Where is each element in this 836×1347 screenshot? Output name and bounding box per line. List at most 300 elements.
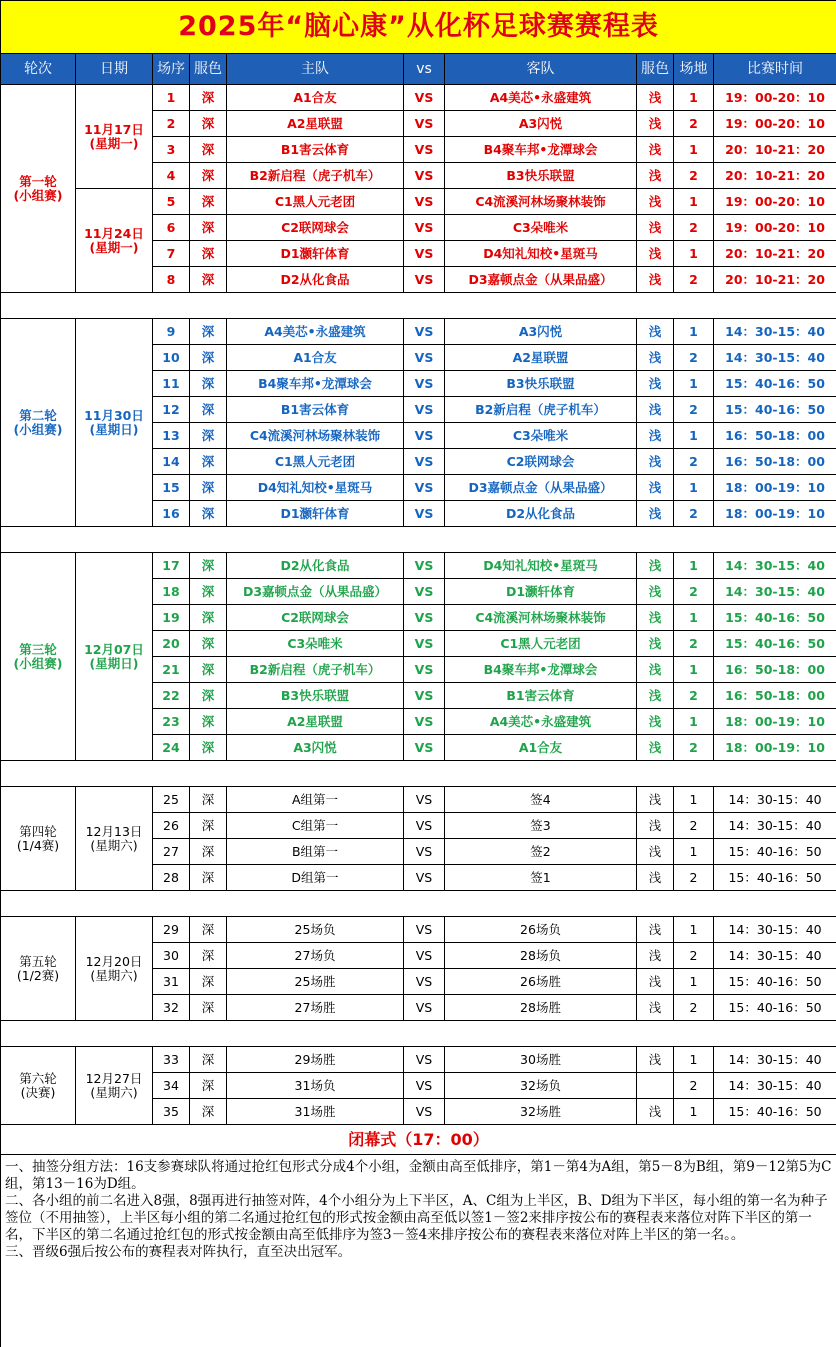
home-team: 25场负 [227, 917, 404, 943]
away-kit: 浅 [637, 943, 674, 969]
home-team: A3闪悦 [227, 735, 404, 761]
match-time: 15：40-16：50 [714, 969, 836, 995]
home-kit: 深 [190, 163, 227, 189]
match-number: 25 [153, 787, 190, 813]
away-kit: 浅 [637, 163, 674, 189]
away-team: 签1 [445, 865, 637, 891]
round-label-cell [1, 553, 76, 761]
home-team: B1害云体育 [227, 137, 404, 163]
round-stage: (小组赛) [1, 657, 75, 671]
away-kit: 浅 [637, 605, 674, 631]
match-number: 22 [153, 683, 190, 709]
round-separator [1, 891, 836, 917]
home-team: 31场负 [227, 1073, 404, 1099]
away-team: B4聚车邦•龙潭球会 [445, 137, 637, 163]
round-stage: (小组赛) [1, 423, 75, 437]
match-number: 21 [153, 657, 190, 683]
home-team: B1害云体育 [227, 397, 404, 423]
away-kit: 浅 [637, 683, 674, 709]
away-team: 28场负 [445, 943, 637, 969]
round-name: 第二轮 [1, 409, 75, 423]
away-team: 签4 [445, 787, 637, 813]
match-number: 5 [153, 189, 190, 215]
field-number: 1 [674, 137, 714, 163]
home-kit: 深 [190, 683, 227, 709]
away-kit: 浅 [637, 1099, 674, 1125]
field-number: 1 [674, 241, 714, 267]
match-row [1, 917, 836, 943]
field-number: 1 [674, 1047, 714, 1073]
home-team: 27场负 [227, 943, 404, 969]
round-label-cell [1, 787, 76, 891]
match-time: 15：40-16：50 [714, 371, 836, 397]
vs-label: VS [404, 111, 445, 137]
match-time: 14：30-15：40 [714, 579, 836, 605]
round-name: 第一轮 [1, 175, 75, 189]
field-number: 1 [674, 709, 714, 735]
away-team: C2联网球会 [445, 449, 637, 475]
home-team: D2从化食品 [227, 553, 404, 579]
home-kit: 深 [190, 969, 227, 995]
match-number: 28 [153, 865, 190, 891]
field-number: 1 [674, 371, 714, 397]
home-team: C2联网球会 [227, 605, 404, 631]
field-number: 2 [674, 943, 714, 969]
match-number: 34 [153, 1073, 190, 1099]
away-team: A1合友 [445, 735, 637, 761]
home-team: D4知礼知校•星斑马 [227, 475, 404, 501]
rule-note: 三、晋级6强后按公布的赛程表对阵执行，直至决出冠军。 [5, 1244, 832, 1261]
match-time: 19：00-20：10 [714, 189, 836, 215]
home-kit: 深 [190, 787, 227, 813]
home-team: A2星联盟 [227, 709, 404, 735]
home-team: A2星联盟 [227, 111, 404, 137]
away-kit: 浅 [637, 865, 674, 891]
away-team: C1黑人元老团 [445, 631, 637, 657]
match-number: 35 [153, 1099, 190, 1125]
home-team: A4美芯•永盛建筑 [227, 319, 404, 345]
away-kit: 浅 [637, 917, 674, 943]
away-kit: 浅 [637, 241, 674, 267]
match-row [1, 85, 836, 111]
match-time: 18：00-19：10 [714, 475, 836, 501]
match-time: 20：10-21：20 [714, 241, 836, 267]
match-time: 19：00-20：10 [714, 111, 836, 137]
away-team: C4流溪河林场聚林装饰 [445, 189, 637, 215]
away-kit: 浅 [637, 423, 674, 449]
separator-cell [1, 527, 836, 553]
match-date: 12月27日 [76, 1072, 152, 1086]
vs-label: VS [404, 85, 445, 111]
date-cell [76, 85, 153, 189]
home-kit: 深 [190, 137, 227, 163]
home-team: D1灏轩体育 [227, 241, 404, 267]
field-number: 1 [674, 917, 714, 943]
field-number: 2 [674, 267, 714, 293]
away-kit: 浅 [637, 501, 674, 527]
match-time: 20：10-21：20 [714, 137, 836, 163]
vs-label: VS [404, 215, 445, 241]
away-team: B4聚车邦•龙潭球会 [445, 657, 637, 683]
match-number: 10 [153, 345, 190, 371]
match-number: 1 [153, 85, 190, 111]
vs-label: VS [404, 683, 445, 709]
away-team: B3快乐联盟 [445, 163, 637, 189]
home-kit: 深 [190, 943, 227, 969]
away-kit: 浅 [637, 111, 674, 137]
match-weekday: (星期六) [76, 839, 152, 853]
vs-label: VS [404, 1047, 445, 1073]
vs-label: VS [404, 995, 445, 1021]
vs-label: VS [404, 1099, 445, 1125]
round-label-cell [1, 85, 76, 293]
home-kit: 深 [190, 111, 227, 137]
match-number: 31 [153, 969, 190, 995]
match-time: 19：00-20：10 [714, 85, 836, 111]
separator-cell [1, 891, 836, 917]
vs-label: VS [404, 709, 445, 735]
away-team: B2新启程（虎子机车） [445, 397, 637, 423]
header-row [1, 54, 836, 85]
match-number: 20 [153, 631, 190, 657]
match-number: 13 [153, 423, 190, 449]
field-number: 1 [674, 657, 714, 683]
away-kit: 浅 [637, 969, 674, 995]
field-number: 1 [674, 85, 714, 111]
separator-cell [1, 1021, 836, 1047]
vs-label: VS [404, 813, 445, 839]
away-kit: 浅 [637, 735, 674, 761]
match-number: 32 [153, 995, 190, 1021]
match-date: 11月17日 [76, 123, 152, 137]
away-kit [637, 1073, 674, 1099]
match-time: 15：40-16：50 [714, 839, 836, 865]
home-kit: 深 [190, 995, 227, 1021]
field-number: 1 [674, 189, 714, 215]
home-kit: 深 [190, 397, 227, 423]
away-kit: 浅 [637, 449, 674, 475]
match-time: 14：30-15：40 [714, 943, 836, 969]
round-name: 第五轮 [1, 955, 75, 969]
home-team: A组第一 [227, 787, 404, 813]
match-time: 20：10-21：20 [714, 267, 836, 293]
away-team: B1害云体育 [445, 683, 637, 709]
round-separator [1, 761, 836, 787]
home-team: B组第一 [227, 839, 404, 865]
vs-label: VS [404, 397, 445, 423]
away-team: C3朵唯米 [445, 215, 637, 241]
home-kit: 深 [190, 813, 227, 839]
field-number: 2 [674, 995, 714, 1021]
date-cell [76, 319, 153, 527]
closing-ceremony: 闭幕式（17：00） [1, 1125, 836, 1155]
home-team: C组第一 [227, 813, 404, 839]
field-number: 1 [674, 475, 714, 501]
vs-label: VS [404, 449, 445, 475]
vs-label: VS [404, 787, 445, 813]
home-team: 25场胜 [227, 969, 404, 995]
vs-label: VS [404, 657, 445, 683]
field-number: 1 [674, 839, 714, 865]
field-number: 1 [674, 423, 714, 449]
away-kit: 浅 [637, 319, 674, 345]
field-number: 2 [674, 111, 714, 137]
match-date: 12月07日 [76, 643, 152, 657]
home-kit: 深 [190, 371, 227, 397]
home-team: D组第一 [227, 865, 404, 891]
home-team: C1黑人元老团 [227, 189, 404, 215]
vs-label: VS [404, 917, 445, 943]
vs-label: VS [404, 163, 445, 189]
vs-label: VS [404, 1073, 445, 1099]
home-team: B4聚车邦•龙潭球会 [227, 371, 404, 397]
match-time: 14：30-15：40 [714, 1047, 836, 1073]
vs-label: VS [404, 267, 445, 293]
home-kit: 深 [190, 865, 227, 891]
rules-notes [1, 1155, 836, 1347]
field-number: 2 [674, 579, 714, 605]
home-team: B3快乐联盟 [227, 683, 404, 709]
vs-label: VS [404, 839, 445, 865]
date-cell [76, 553, 153, 761]
match-number: 16 [153, 501, 190, 527]
match-time: 15：40-16：50 [714, 397, 836, 423]
match-number: 23 [153, 709, 190, 735]
home-team: A1合友 [227, 345, 404, 371]
home-team: D1灏轩体育 [227, 501, 404, 527]
vs-label: VS [404, 943, 445, 969]
field-number: 1 [674, 1099, 714, 1125]
round-stage: (1/2赛) [1, 969, 75, 983]
match-date: 12月20日 [76, 955, 152, 969]
away-team: 32场胜 [445, 1099, 637, 1125]
home-team: A1合友 [227, 85, 404, 111]
date-cell [76, 189, 153, 293]
match-number: 19 [153, 605, 190, 631]
match-row [1, 553, 836, 579]
field-number: 2 [674, 163, 714, 189]
away-kit: 浅 [637, 371, 674, 397]
match-time: 14：30-15：40 [714, 813, 836, 839]
match-number: 12 [153, 397, 190, 423]
match-time: 15：40-16：50 [714, 631, 836, 657]
match-number: 33 [153, 1047, 190, 1073]
away-team: D3嘉顿点金（从果品盛） [445, 267, 637, 293]
home-kit: 深 [190, 267, 227, 293]
match-number: 14 [153, 449, 190, 475]
match-weekday: (星期六) [76, 969, 152, 983]
header-time: 比赛时间 [714, 54, 836, 85]
field-number: 2 [674, 215, 714, 241]
field-number: 2 [674, 865, 714, 891]
match-number: 3 [153, 137, 190, 163]
header-home-team: 主队 [227, 54, 404, 85]
match-number: 18 [153, 579, 190, 605]
away-team: D3嘉顿点金（从果品盛） [445, 475, 637, 501]
away-team: C3朵唯米 [445, 423, 637, 449]
home-team: B2新启程（虎子机车） [227, 657, 404, 683]
vs-label: VS [404, 241, 445, 267]
match-number: 4 [153, 163, 190, 189]
match-time: 15：40-16：50 [714, 605, 836, 631]
away-kit: 浅 [637, 189, 674, 215]
away-team: D1灏轩体育 [445, 579, 637, 605]
match-number: 8 [153, 267, 190, 293]
field-number: 2 [674, 345, 714, 371]
away-kit: 浅 [637, 345, 674, 371]
match-time: 16：50-18：00 [714, 449, 836, 475]
home-kit: 深 [190, 423, 227, 449]
match-time: 14：30-15：40 [714, 553, 836, 579]
away-team: 26场负 [445, 917, 637, 943]
match-time: 16：50-18：00 [714, 423, 836, 449]
match-number: 24 [153, 735, 190, 761]
away-team: A2星联盟 [445, 345, 637, 371]
home-kit: 深 [190, 449, 227, 475]
field-number: 1 [674, 969, 714, 995]
away-kit: 浅 [637, 995, 674, 1021]
home-kit: 深 [190, 319, 227, 345]
home-kit: 深 [190, 579, 227, 605]
vs-label: VS [404, 475, 445, 501]
vs-label: VS [404, 137, 445, 163]
home-team: 27场胜 [227, 995, 404, 1021]
home-kit: 深 [190, 657, 227, 683]
round-name: 第四轮 [1, 825, 75, 839]
vs-label: VS [404, 319, 445, 345]
match-time: 14：30-15：40 [714, 787, 836, 813]
match-time: 14：30-15：40 [714, 1073, 836, 1099]
round-name: 第三轮 [1, 643, 75, 657]
match-time: 16：50-18：00 [714, 657, 836, 683]
field-number: 2 [674, 501, 714, 527]
away-kit: 浅 [637, 475, 674, 501]
round-separator [1, 527, 836, 553]
home-kit: 深 [190, 85, 227, 111]
away-team: A4美芯•永盛建筑 [445, 709, 637, 735]
away-team: 签2 [445, 839, 637, 865]
away-team: A3闪悦 [445, 319, 637, 345]
round-stage: (1/4赛) [1, 839, 75, 853]
away-kit: 浅 [637, 813, 674, 839]
home-kit: 深 [190, 345, 227, 371]
home-team: C1黑人元老团 [227, 449, 404, 475]
away-team: 30场胜 [445, 1047, 637, 1073]
header-match-no: 场序 [153, 54, 190, 85]
field-number: 2 [674, 735, 714, 761]
match-time: 20：10-21：20 [714, 163, 836, 189]
round-label-cell [1, 319, 76, 527]
home-team: C4流溪河林场聚林装饰 [227, 423, 404, 449]
header-away-team: 客队 [445, 54, 637, 85]
date-cell [76, 787, 153, 891]
match-number: 15 [153, 475, 190, 501]
home-kit: 深 [190, 1073, 227, 1099]
field-number: 1 [674, 319, 714, 345]
field-number: 1 [674, 605, 714, 631]
field-number: 2 [674, 813, 714, 839]
vs-label: VS [404, 969, 445, 995]
away-team: B3快乐联盟 [445, 371, 637, 397]
home-team: C2联网球会 [227, 215, 404, 241]
home-kit: 深 [190, 475, 227, 501]
match-weekday: (星期日) [76, 657, 152, 671]
vs-label: VS [404, 553, 445, 579]
match-weekday: (星期一) [76, 137, 152, 151]
away-kit: 浅 [637, 397, 674, 423]
away-kit: 浅 [637, 839, 674, 865]
round-separator [1, 1021, 836, 1047]
away-kit: 浅 [637, 215, 674, 241]
away-kit: 浅 [637, 631, 674, 657]
away-team: C4流溪河林场聚林装饰 [445, 605, 637, 631]
field-number: 1 [674, 553, 714, 579]
match-time: 16：50-18：00 [714, 683, 836, 709]
home-kit: 深 [190, 1099, 227, 1125]
home-kit: 深 [190, 839, 227, 865]
match-time: 18：00-19：10 [714, 501, 836, 527]
vs-label: VS [404, 865, 445, 891]
match-weekday: (星期一) [76, 241, 152, 255]
match-number: 26 [153, 813, 190, 839]
home-kit: 深 [190, 553, 227, 579]
match-row [1, 189, 836, 215]
home-kit: 深 [190, 631, 227, 657]
vs-label: VS [404, 631, 445, 657]
match-date: 12月13日 [76, 825, 152, 839]
vs-label: VS [404, 423, 445, 449]
separator-cell [1, 761, 836, 787]
away-kit: 浅 [637, 709, 674, 735]
home-kit: 深 [190, 189, 227, 215]
vs-label: VS [404, 501, 445, 527]
round-separator [1, 293, 836, 319]
match-number: 27 [153, 839, 190, 865]
round-name: 第六轮 [1, 1072, 75, 1086]
match-time: 15：40-16：50 [714, 865, 836, 891]
field-number: 1 [674, 787, 714, 813]
ceremony-row [1, 1125, 836, 1155]
home-team: 31场胜 [227, 1099, 404, 1125]
away-kit: 浅 [637, 85, 674, 111]
match-time: 14：30-15：40 [714, 345, 836, 371]
home-kit: 深 [190, 605, 227, 631]
rule-note: 一、抽签分组方法：16支参赛球队将通过抢红包形式分成4个小组，金额由高至低排序，第1－第4为A组，第5－8为B组，第9－12第5为C组，第13－16为D组。 [5, 1159, 832, 1193]
field-number: 2 [674, 1073, 714, 1099]
home-team: D3嘉顿点金（从果品盛） [227, 579, 404, 605]
schedule-title: 2025年“脑心康”从化杯足球赛赛程表 [1, 1, 836, 54]
match-number: 17 [153, 553, 190, 579]
rule-note: 二、各小组的前二名进入8强，8强再进行抽签对阵，4个小组分为上下半区，A、C组为上半区，B、D组为下半区，每小组的第一名为种子签位（不用抽签），上半区每小组的第二名通过抢红包的形式按金额由高至低以签1－签2来排序按公布的赛程表来落位对阵下半区的第一名，下半区的第二名通过抢红包的形式按金额由高至低排序为签3－签4来排序按公布的赛程表来落位对阵上半区的第一名。。 [5, 1193, 832, 1244]
away-team: A3闪悦 [445, 111, 637, 137]
field-number: 2 [674, 449, 714, 475]
match-time: 14：30-15：40 [714, 319, 836, 345]
match-time: 14：30-15：40 [714, 917, 836, 943]
home-team: C3朵唯米 [227, 631, 404, 657]
field-number: 2 [674, 631, 714, 657]
match-number: 9 [153, 319, 190, 345]
away-kit: 浅 [637, 787, 674, 813]
match-time: 15：40-16：50 [714, 995, 836, 1021]
match-date: 11月24日 [76, 227, 152, 241]
away-team: D4知礼知校•星斑马 [445, 241, 637, 267]
home-kit: 深 [190, 1047, 227, 1073]
match-row [1, 319, 836, 345]
notes-row [1, 1155, 836, 1347]
away-team: D2从化食品 [445, 501, 637, 527]
away-team: 28场胜 [445, 995, 637, 1021]
match-row [1, 1047, 836, 1073]
